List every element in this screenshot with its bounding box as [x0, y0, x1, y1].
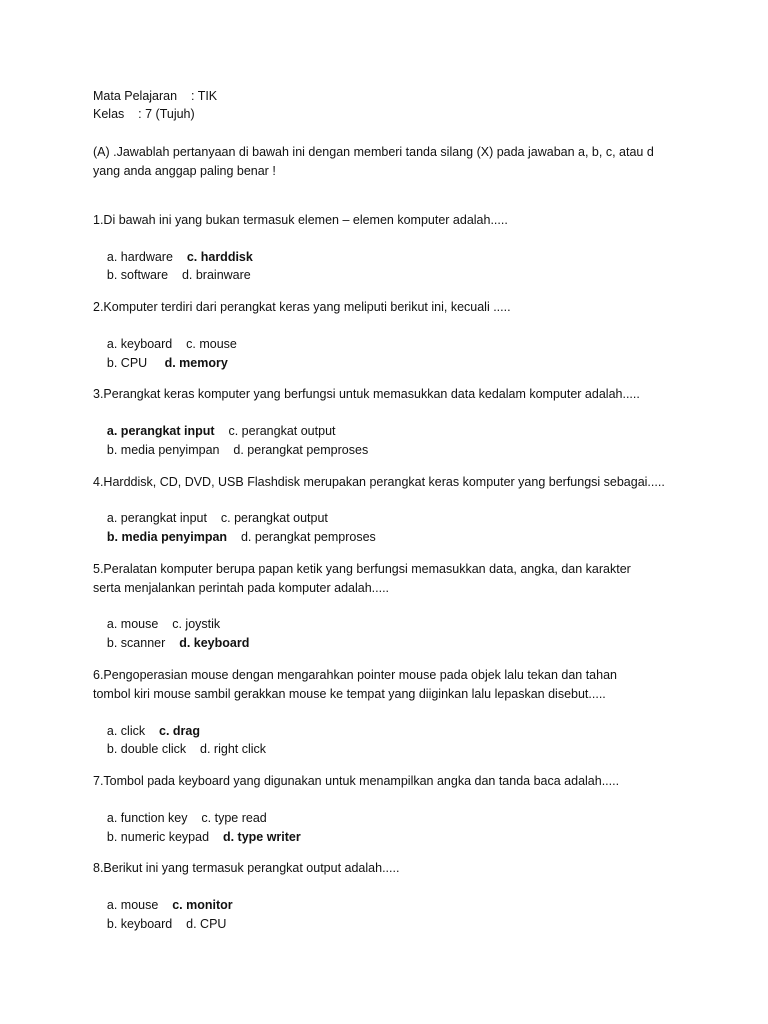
option-a: a. mouse [106, 898, 159, 912]
option-c: c. harddisk [186, 250, 253, 264]
option-d: d. perangkat pemproses [233, 443, 369, 457]
question-1-options-row-2 [93, 248, 251, 302]
question-5-text-line-1: 5.Peralatan komputer berupa papan ketik yang berfungsi memasukkan data, angka, dan karakter [93, 562, 631, 576]
question-1-text: 1.Di bawah ini yang bukan termasuk elemen – elemen komputer adalah..... [93, 213, 508, 227]
option-a: a. keyboard [106, 337, 173, 351]
subject-line: Mata Pelajaran : TIK [93, 89, 218, 103]
question-3-options-row-2 [93, 423, 368, 477]
option-b: b. media penyimpan [106, 530, 228, 544]
option-d: d. brainware [181, 268, 251, 282]
question-2-text: 2.Komputer terdiri dari perangkat keras yang meliputi berikut ini, kecuali ..... [93, 300, 511, 314]
question-7-text: 7.Tombol pada keyboard yang digunakan untuk menampilkan angka dan tanda baca adalah..... [93, 774, 620, 788]
question-5-options-row-2 [93, 616, 249, 670]
question-3-text: 3.Perangkat keras komputer yang berfungsi untuk memasukkan data kedalam komputer adalah..... [93, 387, 640, 401]
option-d: d. type writer [222, 830, 301, 844]
option-b: b. software [106, 268, 169, 282]
option-b: b. scanner [106, 636, 166, 650]
option-a: a. click [106, 724, 146, 738]
question-5-text-line-2: serta menjalankan perintah pada komputer adalah..... [93, 581, 390, 595]
question-7-options-row-2 [93, 810, 301, 864]
option-a: a. hardware [106, 250, 173, 264]
option-c: c. type read [201, 811, 267, 825]
question-4-text: 4.Harddisk, CD, DVD, USB Flashdisk merupakan perangkat keras komputer yang berfungsi sebagai..... [93, 475, 665, 489]
question-6-options-row-2 [93, 722, 266, 776]
option-a: a. mouse [106, 617, 159, 631]
question-2-options-row-2 [93, 336, 228, 390]
option-a: a. perangkat input [106, 511, 207, 525]
option-a: a. perangkat input [106, 424, 215, 438]
option-d: d. memory [164, 356, 228, 370]
question-6-text-line-2: tombol kiri mouse sambil gerakkan mouse ke tempat yang diiginkan lalu lepaskan disebut..... [93, 687, 606, 701]
option-d: d. keyboard [179, 636, 250, 650]
instruction-line-2: yang anda anggap paling benar ! [93, 164, 276, 178]
option-b: b. keyboard [106, 917, 173, 931]
instruction-line-1: (A) .Jawablah pertanyaan di bawah ini dengan memberi tanda silang (X) pada jawaban a, b, c, atau d [93, 145, 654, 159]
option-c: c. perangkat output [220, 511, 328, 525]
option-c: c. mouse [186, 337, 237, 351]
class-line: Kelas : 7 (Tujuh) [93, 107, 195, 121]
question-4-options-row-2 [93, 510, 376, 564]
option-c: c. monitor [172, 898, 233, 912]
option-c: c. perangkat output [228, 424, 336, 438]
option-d: d. right click [200, 742, 267, 756]
option-c: c. drag [159, 724, 201, 738]
option-b: b. CPU [106, 356, 148, 370]
question-8-text: 8.Berikut ini yang termasuk perangkat output adalah..... [93, 861, 400, 875]
question-8-options-row-2 [93, 897, 226, 951]
option-b: b. media penyimpan [106, 443, 220, 457]
option-d: d. perangkat pemproses [240, 530, 376, 544]
option-b: b. double click [106, 742, 187, 756]
question-6-text-line-1: 6.Pengoperasian mouse dengan mengarahkan pointer mouse pada objek lalu tekan dan tahan [93, 668, 617, 682]
option-d: d. CPU [186, 917, 227, 931]
option-a: a. function key [106, 811, 188, 825]
option-b: b. numeric keypad [106, 830, 210, 844]
option-c: c. joystik [172, 617, 221, 631]
